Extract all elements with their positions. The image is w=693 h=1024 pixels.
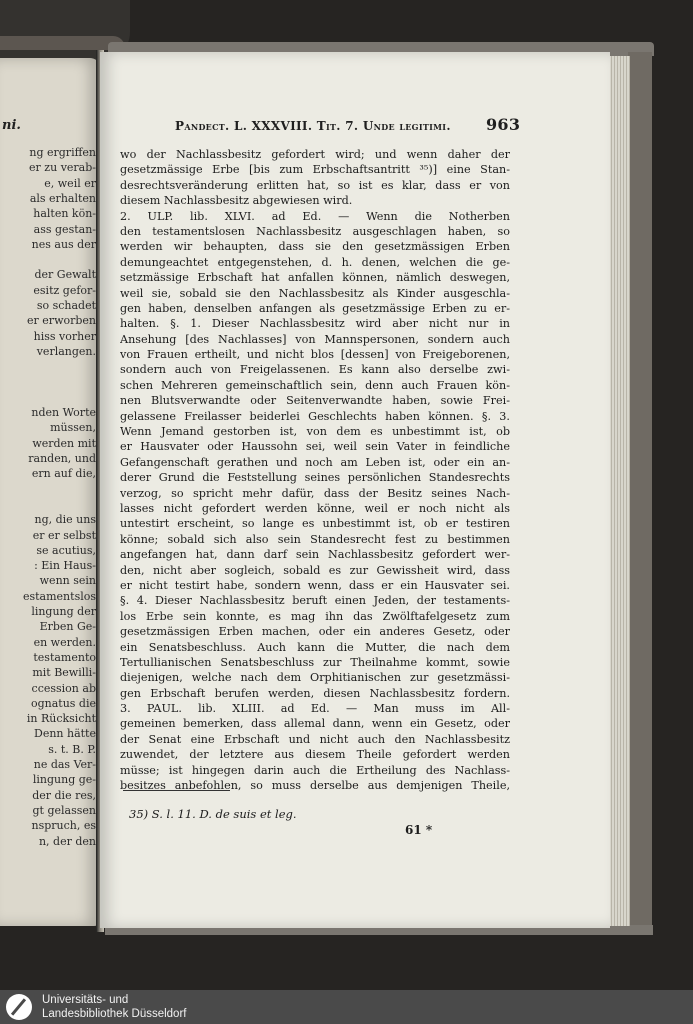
left-page-line: ne das Ver- xyxy=(33,758,96,771)
left-page-line: halten kön- xyxy=(33,207,96,221)
left-page-line: als erhalten xyxy=(29,191,96,205)
text-line: nen Blutsverwandte oder Seitenverwandte haben, sowie Frei- xyxy=(120,394,510,408)
left-page-line: se acutius, xyxy=(36,543,96,557)
footer-bar xyxy=(0,990,693,1024)
left-page-line: nes aus der xyxy=(31,237,96,251)
text-line: desrechtsveränderung erlitten hat, so ist es klar, dass er von xyxy=(120,178,510,192)
left-page-line: der die res, xyxy=(32,788,96,802)
text-line: demungeachtet entgegenstehen, d. h. denen, welchen die ge- xyxy=(120,255,510,269)
text-line: lasses nicht gefordert werden könne, weil er noch nicht als xyxy=(120,501,510,515)
text-line: halten. §. 1. Dieser Nachlassbesitz wird aber nicht nur in xyxy=(120,317,510,331)
left-page-line: er er selbst xyxy=(32,528,96,542)
left-page-line: e, weil er xyxy=(44,176,96,190)
left-page-line: ng, die uns xyxy=(34,513,96,527)
left-page-line: nspruch, es xyxy=(31,819,96,833)
left-page-header-fragment: ni. xyxy=(2,118,21,133)
text-line: gen Erbschaft berufen werden, diesen Nachlassbesitz fordern. xyxy=(120,686,510,700)
left-page-line: er zu verab- xyxy=(29,161,96,175)
left-page-line: werden mit xyxy=(32,436,96,450)
left-page-line: ng ergriffen xyxy=(29,146,96,159)
text-line: er Hausvater oder Haussohn sei, weil sein Vater in feindliche xyxy=(120,440,510,454)
left-page-line: ass gestan- xyxy=(33,222,96,236)
left-page-line: er erworben xyxy=(27,314,96,328)
text-line: diejenigen, welche nach dem Orphitianischen zur gesetzmässi- xyxy=(120,671,510,685)
library-name-line1: Universitäts- und xyxy=(42,994,129,1006)
library-name-line2: Landesbibliothek Düsseldorf xyxy=(42,1008,187,1020)
text-line: gesetzmässigen Erben machen, oder ein anderes Gesetz, oder xyxy=(120,625,510,639)
left-page-line: lingung der xyxy=(31,605,96,618)
text-line: gen haben, denselben anfangen als gesetzmässige Erben zu er- xyxy=(120,301,510,315)
left-page-line: hiss vorher xyxy=(33,329,96,343)
text-line: angefangen hat, dann darf sein Nachlassbesitz gefordert wer- xyxy=(120,548,510,562)
footnote: 35) S. l. 11. D. de suis et leg. xyxy=(129,807,297,821)
left-page-line: nden Worte xyxy=(31,406,96,420)
text-line: weil sie, sobald sie den Nachlassbesitz als Kinder ausgeschla- xyxy=(120,286,510,300)
text-line: sondern auch von Freigelassenen. Es kann also derselbe zwi- xyxy=(120,363,510,377)
text-line: müsse; ist hingegen darin auch die Ertheilung des Nachlass- xyxy=(120,763,510,777)
text-line: untestirt erscheint, so lange es unbestimmt ist, ob er testiren xyxy=(120,517,510,531)
text-line: werden wir behaupten, dass sie den gesetzmässigen Erben xyxy=(120,240,510,254)
left-page-line: mit Bewilli- xyxy=(32,666,96,680)
cover-band xyxy=(0,36,125,50)
library-logo-icon[interactable] xyxy=(6,994,32,1020)
left-page-line: s. t. B. P. xyxy=(48,742,96,756)
left-page-line: lingung ge- xyxy=(32,773,96,787)
text-line: von Frauen ertheilt, und nicht blos [dessen] von Freigeborenen, xyxy=(120,348,510,362)
text-line: diesem Nachlassbesitz abgewiesen wird. xyxy=(120,194,353,208)
left-page-line: müssen, xyxy=(50,421,96,435)
text-line: könne; sobald sich also sein Standesrecht fest zu bestimmen xyxy=(120,532,510,546)
page-header xyxy=(175,115,521,137)
body-text xyxy=(120,147,510,793)
text-line: derer Grund die Feststellung seines persönlichen Standesrechts xyxy=(120,471,510,485)
text-line: zuwendet, der letztere aus diesem Theile gefordert werden xyxy=(120,748,510,762)
text-line: gelassene Freilasser beiderlei Geschlechts haben können. §. 3. xyxy=(120,409,510,423)
left-page-line: en werden. xyxy=(33,635,96,649)
text-line: besitzes anbefohlen, so muss derselbe aus demjenigen Theile, xyxy=(120,779,510,793)
left-page-line: gt gelassen xyxy=(32,803,96,817)
back-board xyxy=(628,52,652,932)
left-page-line: randen, und xyxy=(28,452,96,465)
left-page-line: testamento xyxy=(33,650,96,664)
left-page-line: ern auf die, xyxy=(31,467,96,481)
running-title: Pandect. L. XXXVIII. Tit. 7. Unde legitimi. xyxy=(175,119,451,133)
text-line: gemeinen bemerken, dass allemal dann, wenn ein Gesetz, oder xyxy=(120,717,510,731)
left-page-line: ognatus die xyxy=(30,696,96,710)
left-page-line: so schadet xyxy=(36,299,96,312)
text-line: der Senat eine Erbschaft und nicht auch den Nachlassbesitz xyxy=(120,732,510,746)
text-line: den testamentslosen Nachlassbesitz ausgeschlagen haben, so xyxy=(120,224,510,238)
text-line: 2. ULP. lib. XLVI. ad Ed. — Wenn die Notherben xyxy=(120,209,510,223)
left-page-line: wenn sein xyxy=(39,574,96,588)
left-page-line: estamentslos xyxy=(22,589,96,603)
text-line: Ansehung [des Nachlasses] von Mannspersonen, sondern auch xyxy=(120,332,510,346)
page-number: 963 xyxy=(486,115,521,134)
left-page-line: n, der den xyxy=(38,834,96,848)
text-line: er nicht testirt habe, sondern wenn, dass er ein Hausvater sei. xyxy=(120,578,510,592)
text-line: verzog, so spricht mehr dafür, dass der Besitz seines Nach- xyxy=(120,486,510,500)
footnote-rule xyxy=(123,790,230,791)
library-name[interactable] xyxy=(42,993,186,1021)
left-page-line: der Gewalt xyxy=(34,268,96,282)
left-page-line: in Rücksicht xyxy=(26,712,96,726)
signature-mark: 61 * xyxy=(405,823,433,837)
text-line: den, nicht aber sogleich, sobald es zur Gewissheit wird, dass xyxy=(120,563,510,577)
left-page-line: : Ein Haus- xyxy=(34,559,96,573)
text-line: ein Senatsbeschluss. Auch kann die Mutter, die nach dem xyxy=(120,640,510,654)
text-line: Tertullianischen Senatsbeschluss zur Theilnahme kommt, sowie xyxy=(120,655,510,669)
text-line: §. 4. Dieser Nachlassbesitz beruft einen Jeden, der testaments- xyxy=(120,594,510,608)
text-line: wo der Nachlassbesitz gefordert wird; und wenn daher der xyxy=(120,148,510,161)
left-page-line: verlangen. xyxy=(36,344,96,358)
text-line: los Erbe sein konnte, es mag ihn das Zwölftafelgesetz zum xyxy=(120,609,510,623)
text-line: setzmässige Erbschaft hat anfallen können, nämlich deswegen, xyxy=(120,271,510,285)
text-line: gesetzmässige Erbe [bis zum Erbschaftsantritt ³⁵)] eine Stan- xyxy=(120,163,510,177)
text-line: Wenn Jemand gestorben ist, von dem es unbestimmt ist, ob xyxy=(120,425,510,439)
left-page-line: Erben Ge- xyxy=(39,620,96,634)
left-page-line: Denn hätte xyxy=(34,727,96,741)
left-page-line: esitz gefor- xyxy=(33,283,96,297)
text-line: Gefangenschaft gerathen und noch am Leben ist, oder ein an- xyxy=(120,455,510,469)
text-line: 3. PAUL. lib. XLIII. ad Ed. — Man muss im All- xyxy=(120,702,510,716)
left-page-line: ccession ab xyxy=(31,681,96,695)
text-line: schen Mehreren gemeinschaftlich sein, denn auch Frauen kön- xyxy=(120,378,510,392)
left-page xyxy=(0,58,100,926)
